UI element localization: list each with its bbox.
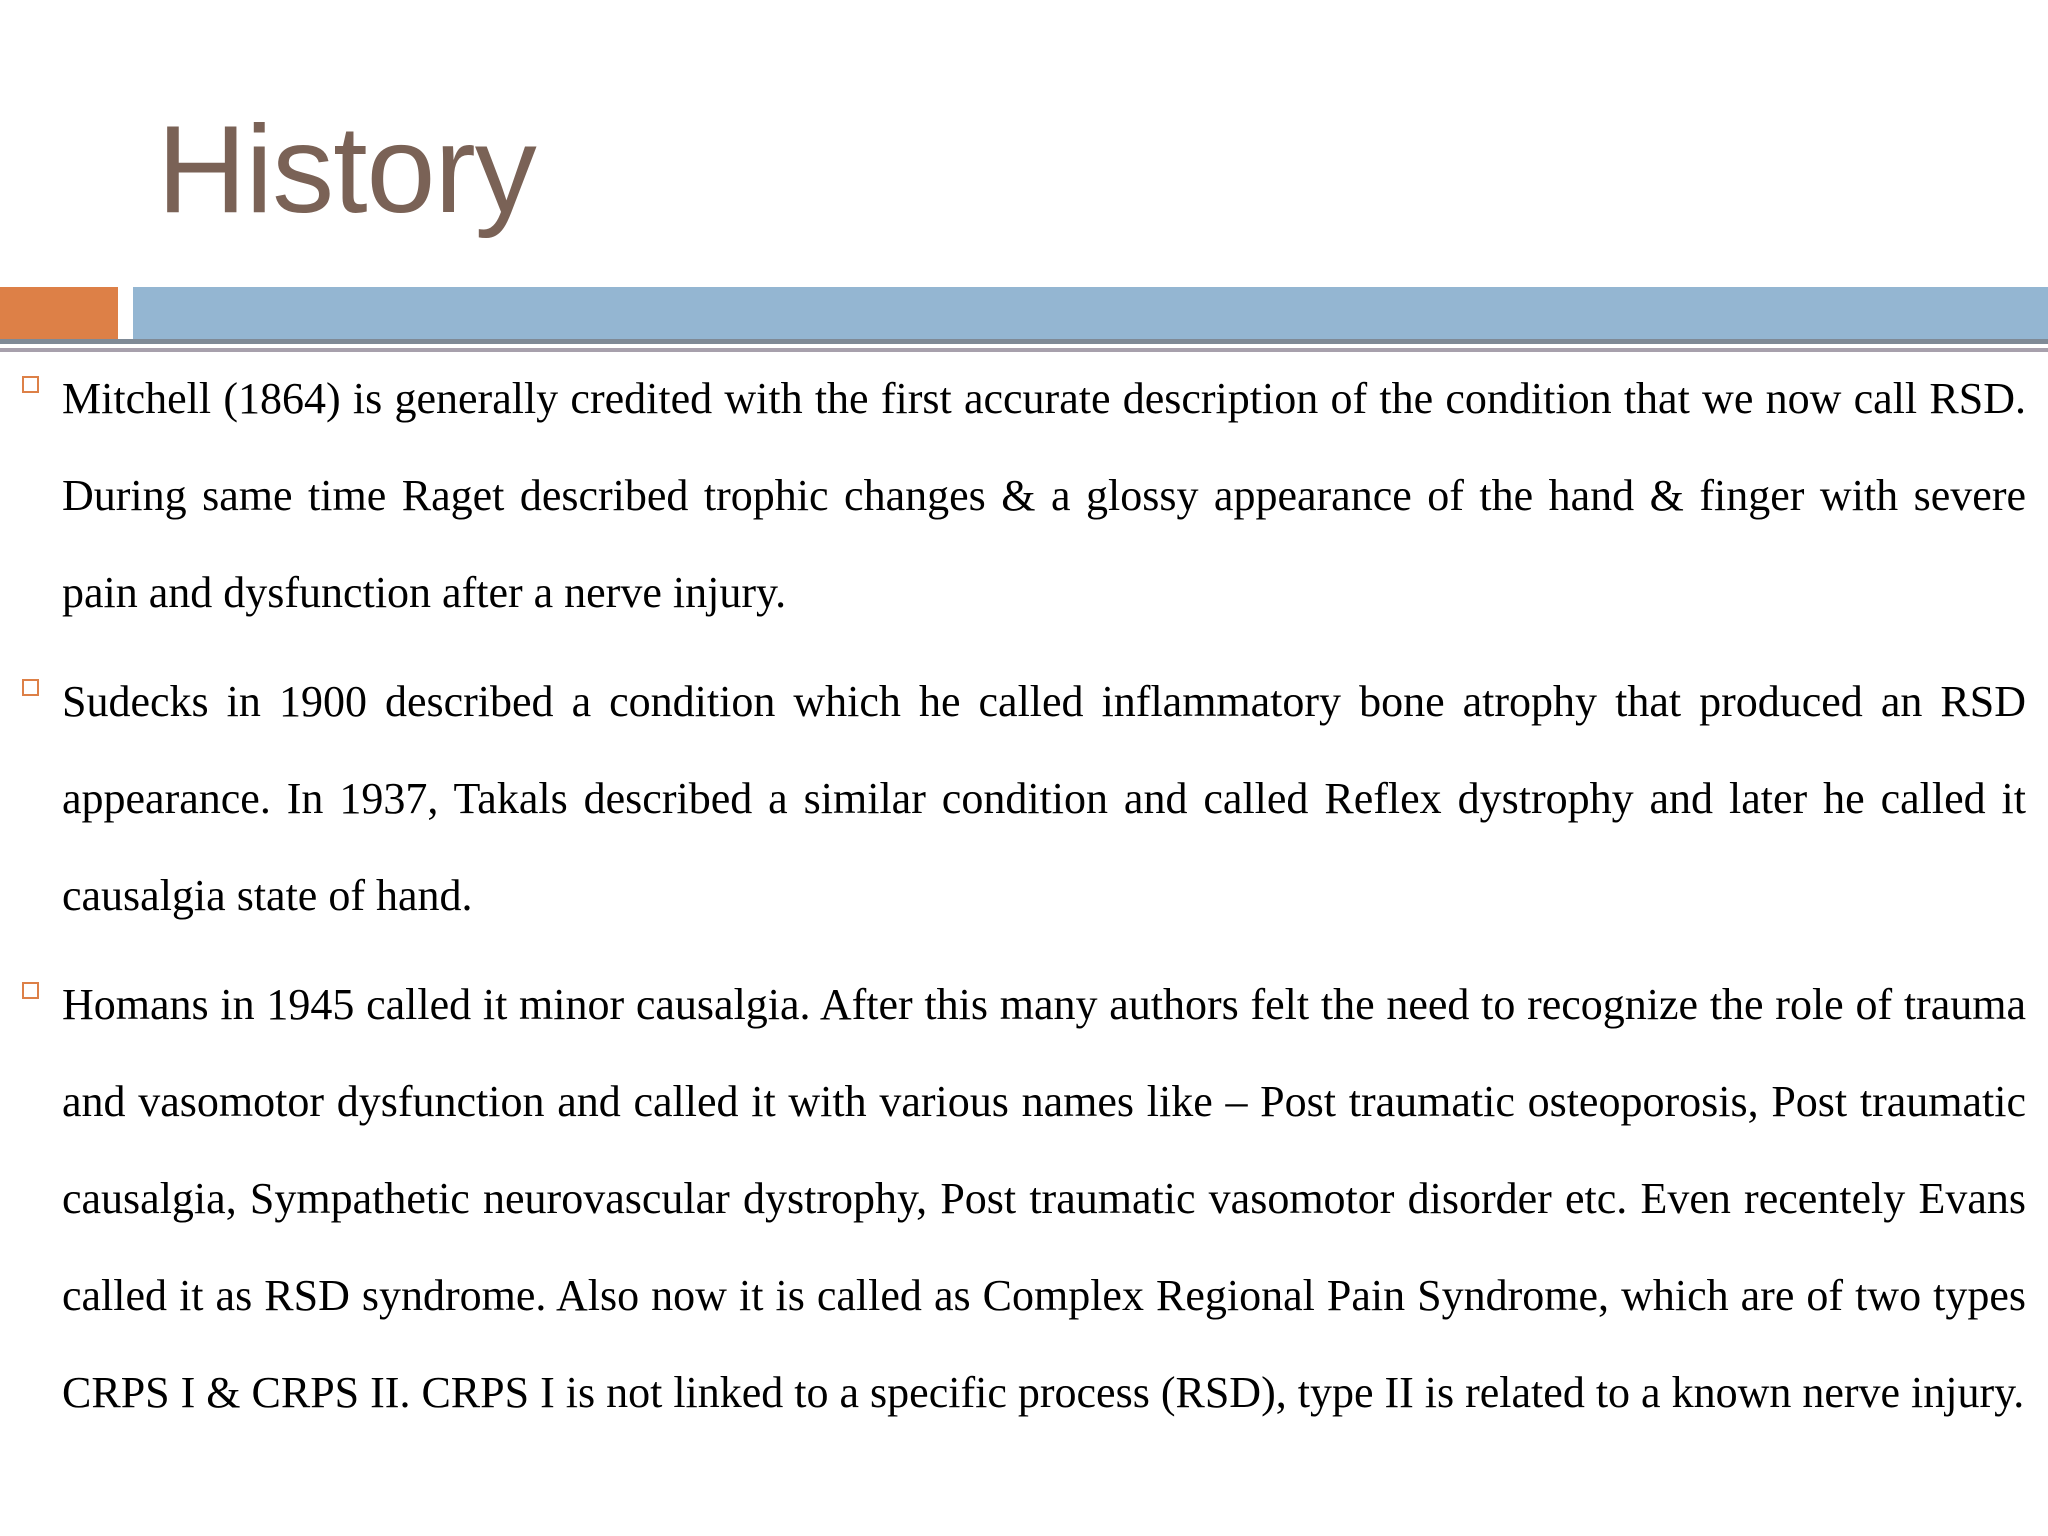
bullet-item-sudecks [0, 653, 2048, 944]
bullet-item-homans [0, 956, 2048, 1441]
bullet-item-mitchell [0, 350, 2048, 641]
bullet-text: Sudecks in 1900 described a condition which he called inflammatory bone atrophy that produced an RSD appearance. In 1937, Takals described a similar condition and called Reflex dystrophy and later he called it causalgia state of hand. [62, 677, 2026, 920]
accent-bar-blue [133, 287, 2048, 339]
bullet-text: Homans in 1945 called it minor causalgia. After this many authors felt the need to recognize the role of trauma and vasomotor dysfunction and called it with various names like – Post traumatic osteoporosis, Post traumatic causalgia, Sympathetic neurovascular dystrophy, Post traumatic vasomotor disorder etc. Even recentely Evans called it as RSD syndrome. Also now it is called as Complex Regional Pain Syndrome, which are of two types CRPS I & CRPS II. CRPS I is not linked to a specific process (RSD), type II is related to a known nerve injury. [62, 980, 2026, 1417]
square-bullet-icon [22, 982, 39, 999]
square-bullet-icon [22, 679, 39, 696]
square-bullet-icon [22, 376, 39, 393]
divider-rule-dark [0, 339, 2048, 344]
bullet-list [0, 350, 2048, 1453]
accent-bar-orange [0, 287, 118, 339]
bullet-text: Mitchell (1864) is generally credited with the first accurate description of the condition that we now call RSD. During same time Raget described trophic changes & a glossy appearance of the hand & finger with severe pain and dysfunction after a nerve injury. [62, 374, 2026, 617]
slide-title: History [157, 101, 536, 239]
